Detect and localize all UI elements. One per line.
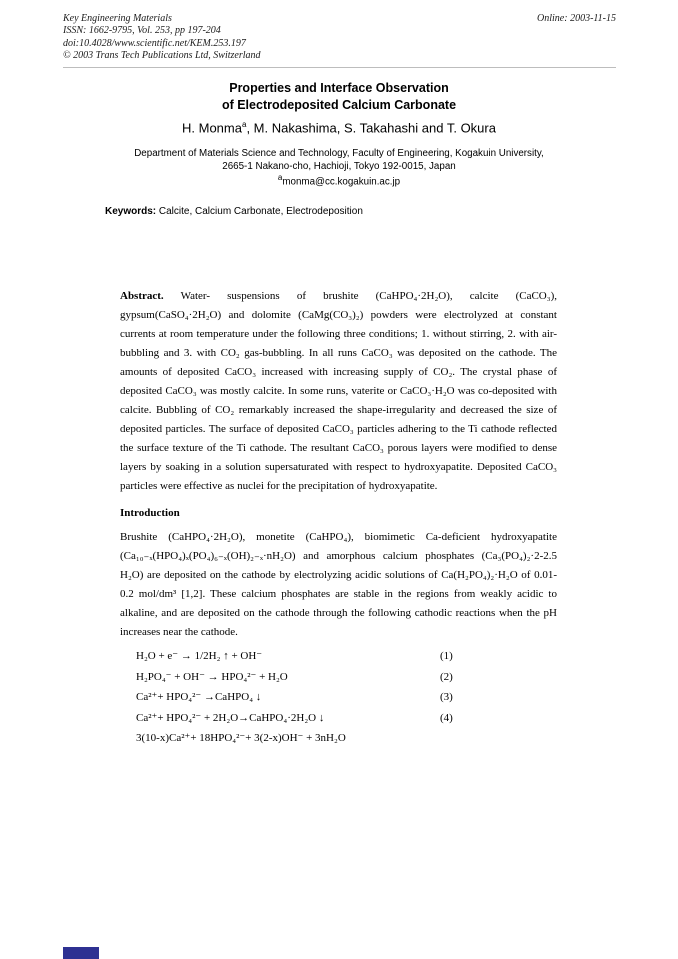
abstract-text: Water- suspensions of brushite (CaHPO₄·2H₂O), calcite (CaCO₃), gypsum(CaSO₄·2H₂O) and dolomite (CaMg(CO₃)₂) powders were electrolyzed at constant currents at room temperature under the following three conditions; 1. without stirring, 2. with air-bubbling and 3. with CO₂ gas-bubbling. In all runs CaCO₃ was deposited on the cathode. The amounts of deposited CaCO₃ increased with increasing supply of CO₂. The crystal phase of deposited CaCO₃ was mostly calcite. In some runs, vaterite or CaCO₃·H₂O was co-deposited with calcite. Bubbling of CO₂ remarkably increased the shape-irregularity and decreased the size of deposited particles. The surface of deposited CaCO₃ particles adhering to the Ti cathode reflected the surface texture of the Ti cathode. The resultant CaCO₃ porous layers were modified to dense layers by soaking in a solution supersaturated with respect to hydroxyapatite. Deposited CaCO₃ particles were effective as nuclei for the precipitation of hydroxyapatite. (120, 290, 557, 492)
email-affiliation-mark: a (277, 173, 283, 182)
paper-title-line-2: of Electrodeposited Calcium Carbonate (221, 98, 457, 112)
author-email (8, 173, 670, 187)
journal-header (63, 13, 616, 63)
copyright-line: © 2003 Trans Tech Publications Ltd, Switzerland (63, 50, 261, 62)
equation-row-1 (120, 646, 557, 667)
keywords-line (105, 206, 363, 217)
author-affiliation-mark: a (241, 120, 247, 129)
equation-row-5 (120, 728, 557, 749)
equation-3-number: (3) (440, 691, 453, 703)
equation-3-formula: Ca²⁺+ HPO₄²⁻ →CaHPO₄ ↓ (136, 691, 262, 703)
affiliation-line-1: Department of Materials Science and Technology, Faculty of Engineering, Kogakuin University, (134, 148, 544, 159)
introduction-paragraph: Brushite (CaHPO₄·2H₂O), monetite (CaHPO₄), biomimetic Ca-deficient hydroxyapatite (Ca₁₀₋ₓ(HPO₄)ₓ(PO₄)₆₋ₓ(OH)₂₋ₓ·nH₂O) and amorphous calcium phosphates (Ca₃(PO₄)₂·2-2.5 H₂O) are deposited on the cathode by electrolyzing acidic solutions of Ca(H₂PO₄)₂·H₂O of 0.01- 0.2 mol/dm³ [1,2]. These calcium phosphates are stable in the regions from weakly acidic to alkaline, and are deposited on the cathode through the following cathodic reactions when the pH increases near the cathode. (120, 531, 557, 638)
equation-5-formula: 3(10-x)Ca²⁺+ 18HPO₄²⁻+ 3(2-x)OH⁻ + 3nH₂O (136, 732, 346, 744)
abstract-paragraph (120, 287, 557, 496)
equations-block (120, 646, 557, 749)
paper-title (8, 80, 670, 114)
authors-rest: , M. Nakashima, S. Takahashi and T. Okura (246, 120, 496, 136)
issn-volume-line: ISSN: 1662-9795, Vol. 253, pp 197-204 (63, 25, 221, 37)
footer-logo (63, 947, 99, 959)
equation-1-formula: H₂O + e⁻ → 1/2H₂ ↑ + OH⁻ (136, 650, 263, 662)
journal-header-left (63, 13, 261, 63)
abstract-label: Abstract. (120, 290, 164, 302)
online-date: Online: 2003-11-15 (537, 13, 616, 24)
equation-row-4 (120, 708, 557, 729)
equation-row-2 (120, 667, 557, 688)
keywords-text: Calcite, Calcium Carbonate, Electrodeposition (156, 206, 363, 217)
affiliation (8, 147, 670, 173)
paper-title-line-1: Properties and Interface Observation (229, 81, 449, 95)
email-address: monma@cc.kogakuin.ac.jp (282, 176, 401, 188)
equation-1-number: (1) (440, 650, 453, 662)
keywords-label: Keywords: (105, 206, 157, 217)
author-first: H. Monma (182, 120, 242, 136)
equation-2-number: (2) (440, 670, 453, 683)
equation-row-3 (120, 687, 557, 708)
header-divider (63, 67, 616, 68)
equation-4-number: (4) (440, 711, 453, 724)
affiliation-line-2: 2665-1 Nakano-cho, Hachioji, Tokyo 192-0015, Japan (222, 161, 456, 172)
journal-name: Key Engineering Materials (63, 13, 172, 24)
equation-4-formula: Ca²⁺+ HPO₄²⁻ + 2H₂O→CaHPO₄·2H₂O ↓ (136, 711, 325, 724)
doi-line: doi:10.4028/www.scientific.net/KEM.253.197 (63, 37, 246, 49)
equation-2-formula: H₂PO₄⁻ + OH⁻ → HPO₄²⁻ + H₂O (136, 670, 288, 683)
introduction-heading: Introduction (120, 507, 180, 519)
authors-line (8, 120, 670, 135)
body-column (120, 287, 557, 749)
